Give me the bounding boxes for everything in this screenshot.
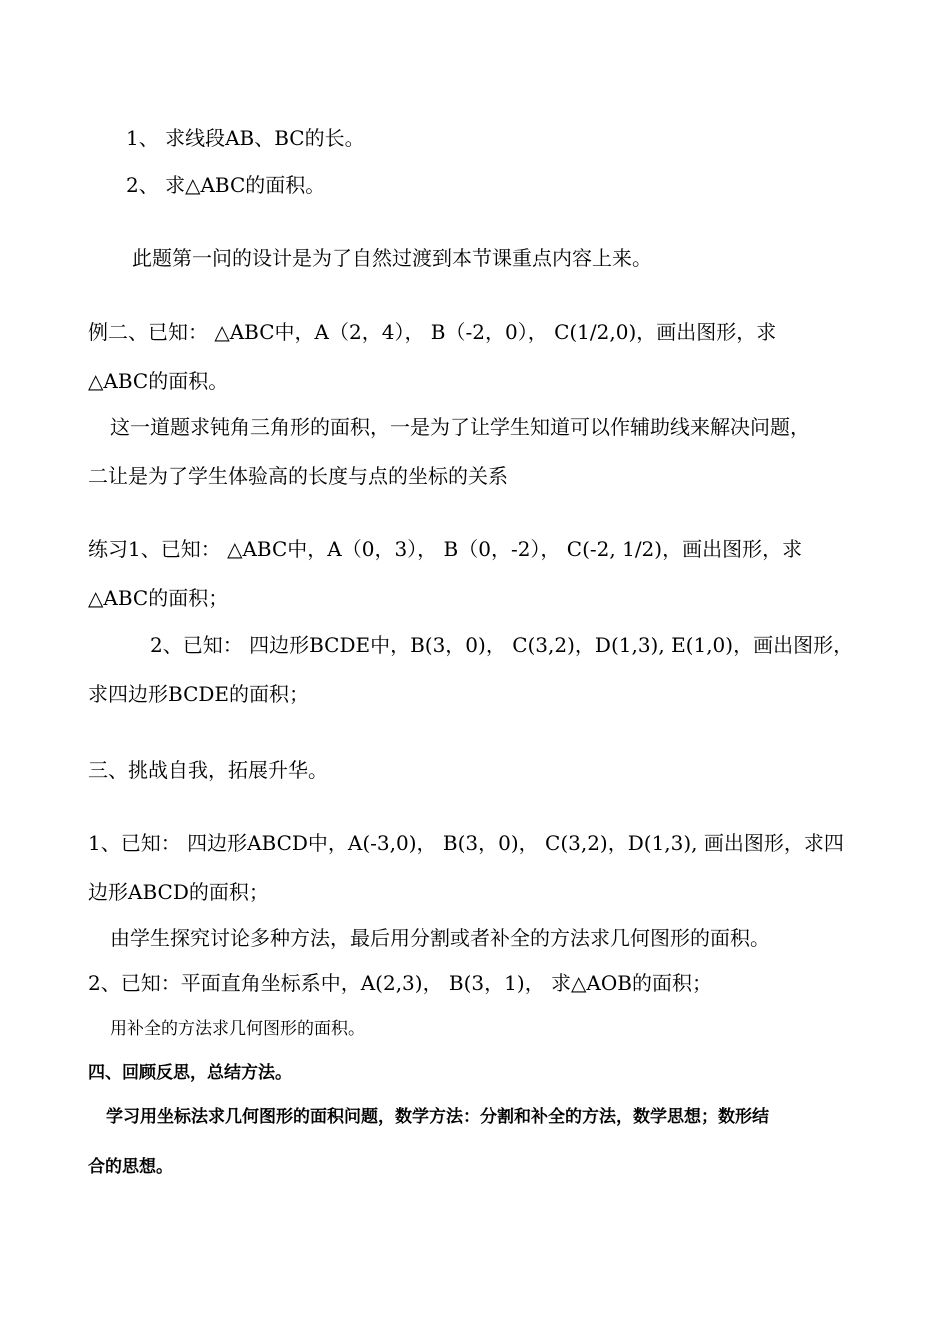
exercise-1-line-2: △ABC的面积； [88, 586, 229, 610]
summary-line-1: 学习用坐标法求几何图形的面积问题，数学方法：分割和补全的方法，数学思想；数形结 [106, 1107, 769, 1127]
example-2-line-1: 例二、已知： △ABC中，A（2，4）， B（-2，0）， C(1/2,0)，画出图形，求 [88, 320, 777, 344]
exercise-2-line-2: 求四边形BCDE的面积； [88, 682, 310, 706]
example-2-line-2: △ABC的面积。 [88, 369, 229, 393]
challenge-2-line: 2、已知：平面直角坐标系中，A(2,3)， B(3，1)， 求△AOB的面积； [88, 971, 712, 995]
example-2-note-2: 二让是为了学生体验高的长度与点的坐标的关系 [88, 464, 508, 488]
challenge-1-line-1: 1、已知： 四边形ABCD中，A(-3,0)， B(3，0)， C(3,2)，D(1,3), 画出图形，求四 [88, 831, 844, 855]
question-2-line: 2、 求△ABC的面积。 [126, 173, 326, 197]
section-3-heading: 三、挑战自我，拓展升华。 [88, 758, 328, 782]
question-1-line: 1、 求线段AB、BC的长。 [126, 126, 365, 150]
design-note: 此题第一问的设计是为了自然过渡到本节课重点内容上来。 [132, 246, 652, 270]
challenge-2-note: 用补全的方法求几何图形的面积。 [110, 1019, 365, 1039]
challenge-1-note: 由学生探究讨论多种方法，最后用分割或者补全的方法求几何图形的面积。 [110, 926, 770, 950]
example-2-note-1: 这一道题求钝角三角形的面积，一是为了让学生知道可以作辅助线来解决问题， [110, 415, 810, 439]
summary-line-2: 合的思想。 [88, 1157, 173, 1177]
exercise-1-line-1: 练习1、已知： △ABC中，A（0，3）， B（0，-2）， C(-2, 1/2)，画出图形，求 [88, 537, 803, 561]
exercise-2-line-1: 2、已知： 四边形BCDE中，B(3，0)， C(3,2)，D(1,3), E(1,0)，画出图形， [150, 633, 854, 657]
challenge-1-line-2: 边形ABCD的面积； [88, 880, 269, 904]
section-4-heading: 四、回顾反思，总结方法。 [88, 1063, 292, 1083]
